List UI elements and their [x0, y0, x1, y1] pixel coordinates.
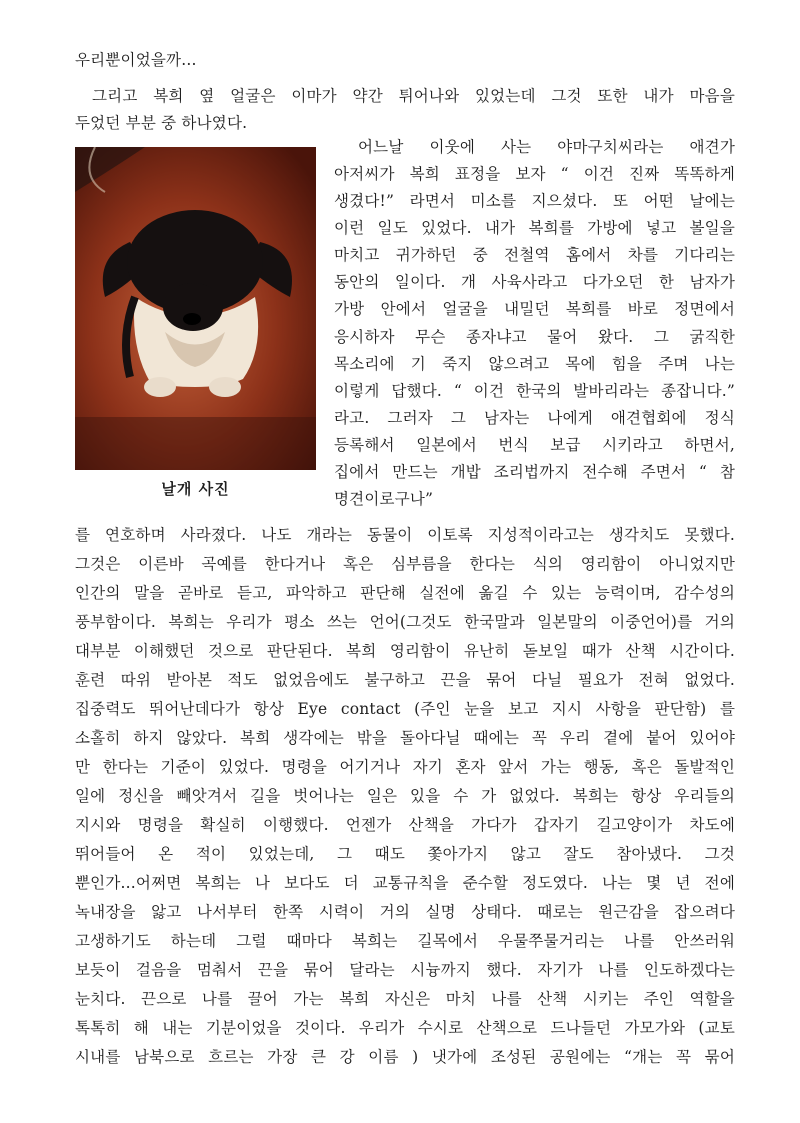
side-line: 어느날 이웃에 사는 야마구치씨라는 애견가	[358, 138, 735, 156]
intro-line: 그리고 복희 옆 얼굴은 이마가 약간 튀어나와 있었는데 그것 또한 내가 마음을	[92, 87, 735, 105]
side-line: 이런 일도 있었다. 내가 복희를 가방에 넣고 볼일을	[334, 219, 735, 237]
side-line: 목소리에 기 죽지 않으려고 목에 힘을 주며 나는	[334, 355, 735, 373]
body-line: 고생하기도 하는데 그럴 때마다 복희는 길목에서 우물쭈물거리는 나를 안쓰러워	[75, 932, 735, 950]
side-line: 가방 안에서 얼굴을 내밀던 복희를 바로 정면에서	[334, 300, 735, 318]
body-line: 그것은 이른바 곡예를 한다거나 혹은 심부름을 한다는 식의 영리함이 아니었지만	[75, 555, 735, 573]
side-line: 라고. 그러자 그 남자는 나에게 애견협회에 정식	[334, 409, 735, 427]
body-line: 인간의 말을 곧바로 듣고, 파악하고 판단해 실전에 옮길 수 있는 능력이며, 감수성의	[75, 584, 735, 602]
body-line: 훈련 따위 받아본 적도 없었음에도 불구하고 끈을 묶어 다닐 필요가 전혀 없었다.	[75, 671, 735, 689]
side-line: 등록해서 일본에서 번식 보급 시키라고 하면서,	[334, 436, 735, 454]
side-line: 동안의 일이다. 개 사육사라고 다가오던 한 남자가	[334, 273, 735, 291]
dog-illustration	[75, 147, 316, 470]
body-line: 뛰어들어 온 적이 있었는데, 그 때도 쫓아가지 않고 잘도 참아냈다. 그것	[75, 845, 735, 863]
body-line: 소홀히 하지 않았다. 복희 생각에는 밖을 돌아다닐 때에는 꼭 우리 곁에 붙어 있어야	[75, 729, 735, 747]
body-line: 톡톡히 해 내는 기분이었을 것이다. 우리가 수시로 산책으로 드나들던 가모가와 (교토	[75, 1019, 735, 1037]
side-line: 생겼다!” 라면서 미소를 지으셨다. 또 어떤 날에는	[334, 192, 735, 210]
body-line: 보듯이 걸음을 멈춰서 끈을 묶어 달라는 시늉까지 했다. 자기가 나를 인도하겠다는	[75, 961, 735, 979]
body-line: 풍부함이다. 복희는 우리가 평소 쓰는 언어(그것도 한국말과 일본말의 이중언어)를 거의	[75, 613, 735, 631]
body-line: 녹내장을 앓고 나서부터 한쪽 시력이 거의 실명 상태다. 때로는 원근감을 잡으려다	[75, 903, 735, 921]
body-line: 일에 정신을 빼앗겨서 길을 벗어나는 일은 있을 수 가 없었다. 복희는 항상 우리들의	[75, 787, 735, 805]
side-line: 마치고 귀가하던 중 전철역 홈에서 차를 기다리는	[334, 246, 735, 264]
body-line: 뿐인가...어쩌면 복희는 나 보다도 더 교통규칙을 준수할 정도였다. 나는 몇 년 전에	[75, 874, 735, 892]
side-line: 이렇게 답했다. “ 이건 한국의 발바리라는 종잡니다.”	[334, 382, 735, 400]
intro-line: 두었던 부분 중 하나였다.	[75, 114, 248, 132]
body-line: 대부분 이해했던 것으로 판단된다. 복희 영리함이 유난히 돋보일 때가 산책 시간이다.	[75, 642, 735, 660]
side-line: 응시하자 무슨 종자냐고 물어 왔다. 그 굵직한	[334, 328, 735, 346]
body-line: 지시와 명령을 확실히 이행했다. 언젠가 산책을 가다가 갑자기 길고양이가 차도에	[75, 816, 735, 834]
side-line: 아저씨가 복희 표정을 보자 “ 이건 진짜 똑똑하게	[334, 165, 735, 183]
body-line: 만 한다는 기준이 있었다. 명령을 어기거나 자기 혼자 앞서 가는 행동, 혹은 돌발적인	[75, 758, 735, 776]
side-line: 집에서 만드는 개밥 조리법까지 전수해 주면서 “ 참	[334, 463, 735, 481]
body-line: 시내를 남북으로 흐르는 가장 큰 강 이름 ) 냇가에 조성된 공원에는 “개는 꼭 묶어	[75, 1048, 735, 1066]
body-line: 집중력도 뛰어난데다가 항상 Eye contact (주인 눈을 보고 지시 사항을 판단함) 를	[75, 700, 735, 718]
side-line: 명견이로구나”	[334, 490, 434, 508]
body-line: 를 연호하며 사라졌다. 나도 개라는 동물이 이토록 지성적이라고는 생각치도 못했다.	[75, 526, 736, 544]
photo-caption: 날개 사진	[161, 480, 230, 498]
body-line: 눈치다. 끈으로 나를 끌어 가는 복희 자신은 마치 나를 산책 시키는 주인 역할을	[75, 990, 735, 1008]
dog-photo	[75, 147, 316, 470]
intro-line: 우리뿐이었을까...	[75, 51, 197, 69]
